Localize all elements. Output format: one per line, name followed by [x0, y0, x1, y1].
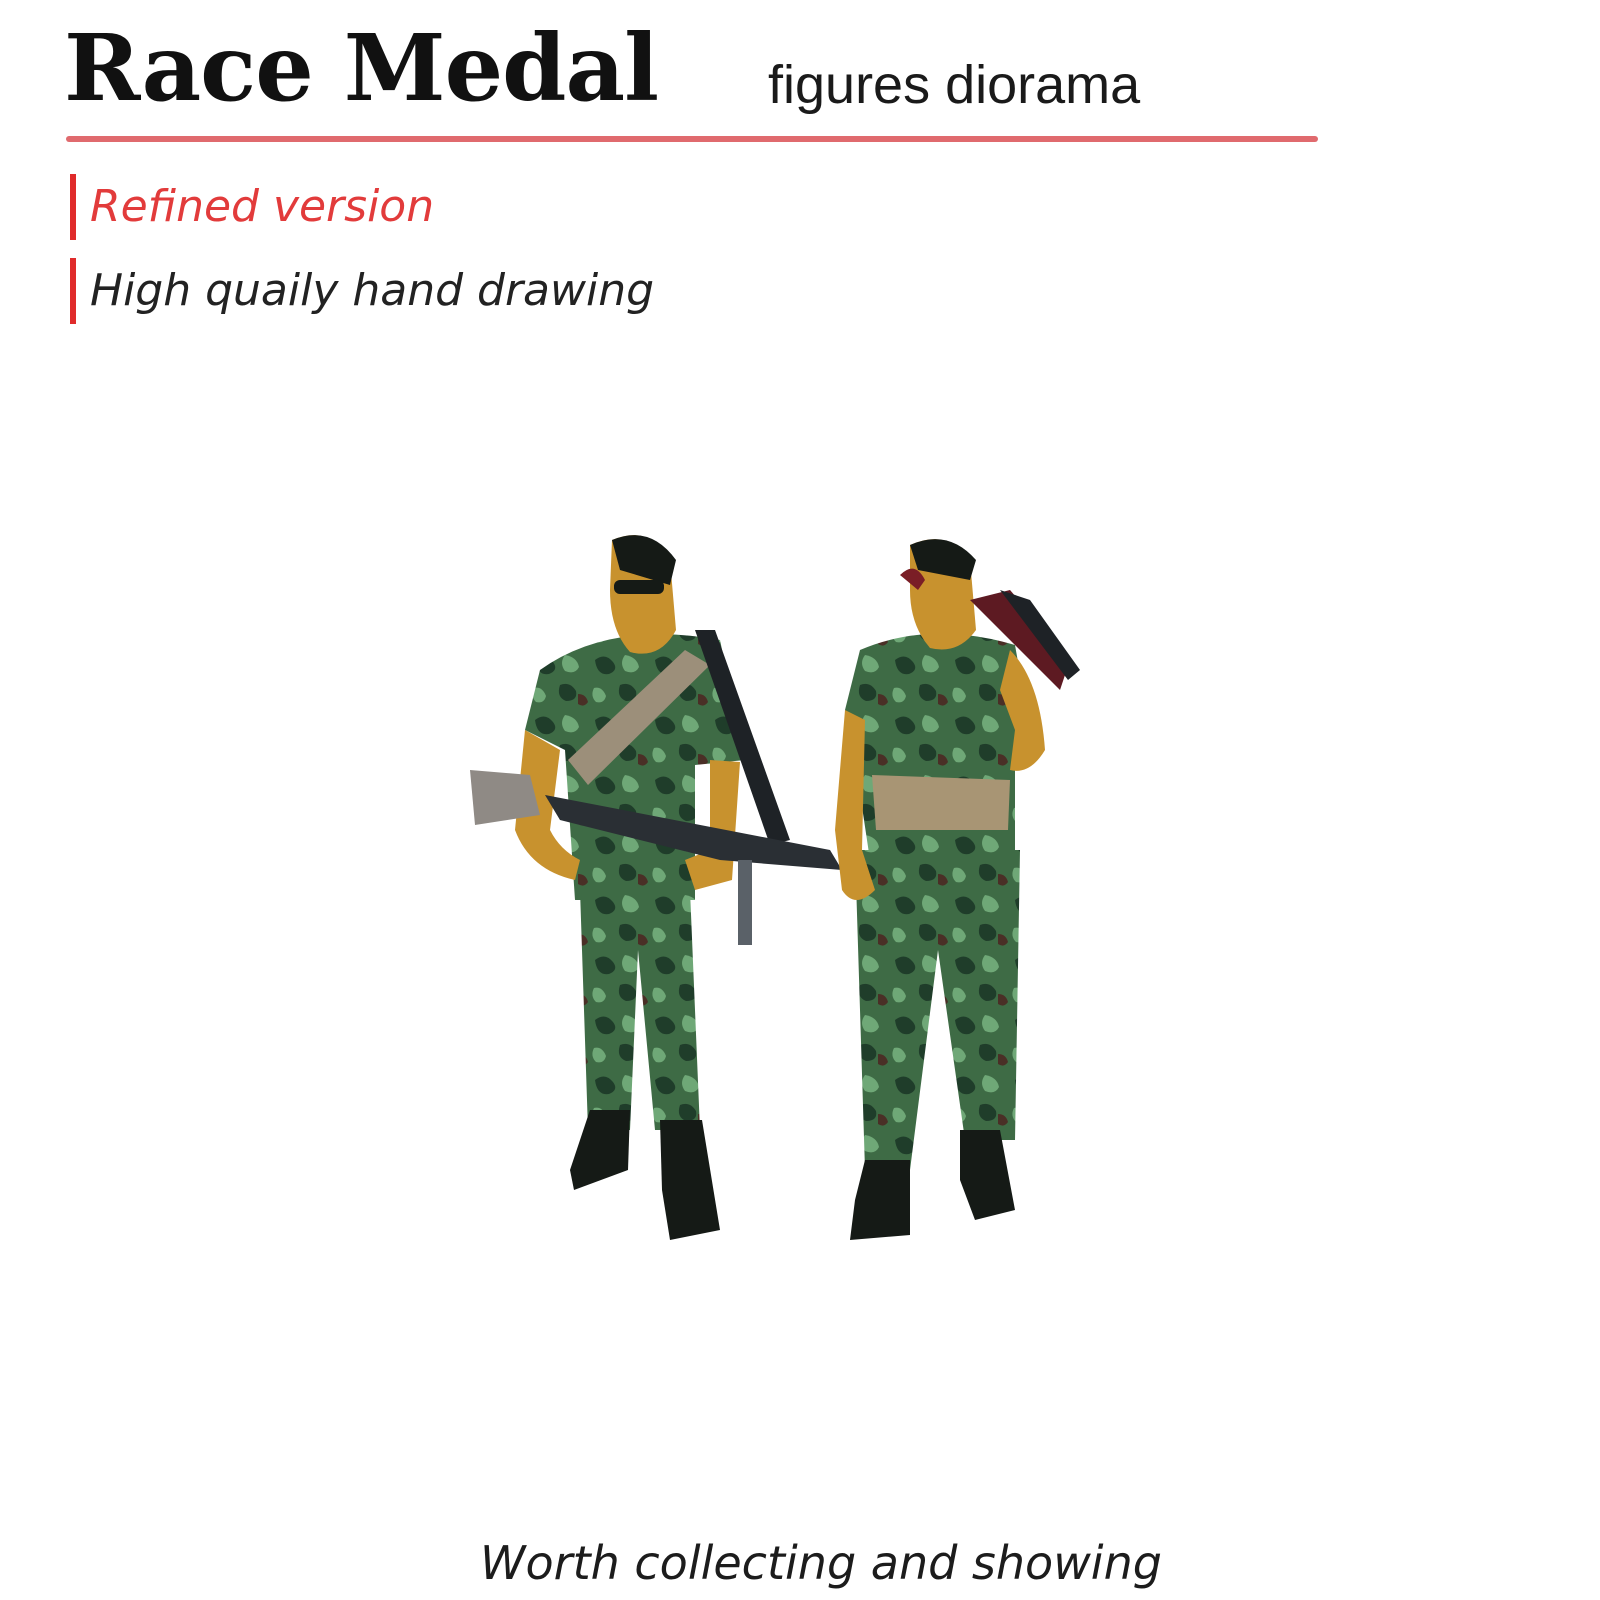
title-divider: [66, 136, 1318, 142]
page-title: Race Medal: [64, 14, 659, 122]
soldier-figures-image: [470, 530, 1110, 1290]
footer-tagline: Worth collecting and showing: [480, 1536, 1162, 1590]
page-subtitle: figures diorama: [768, 55, 1141, 115]
feature-refined-version: Refined version: [70, 174, 434, 240]
right-soldier-figure: [835, 539, 1080, 1240]
left-soldier-figure: [470, 535, 842, 1240]
feature-hand-drawing: High quaily hand drawing: [70, 258, 654, 324]
